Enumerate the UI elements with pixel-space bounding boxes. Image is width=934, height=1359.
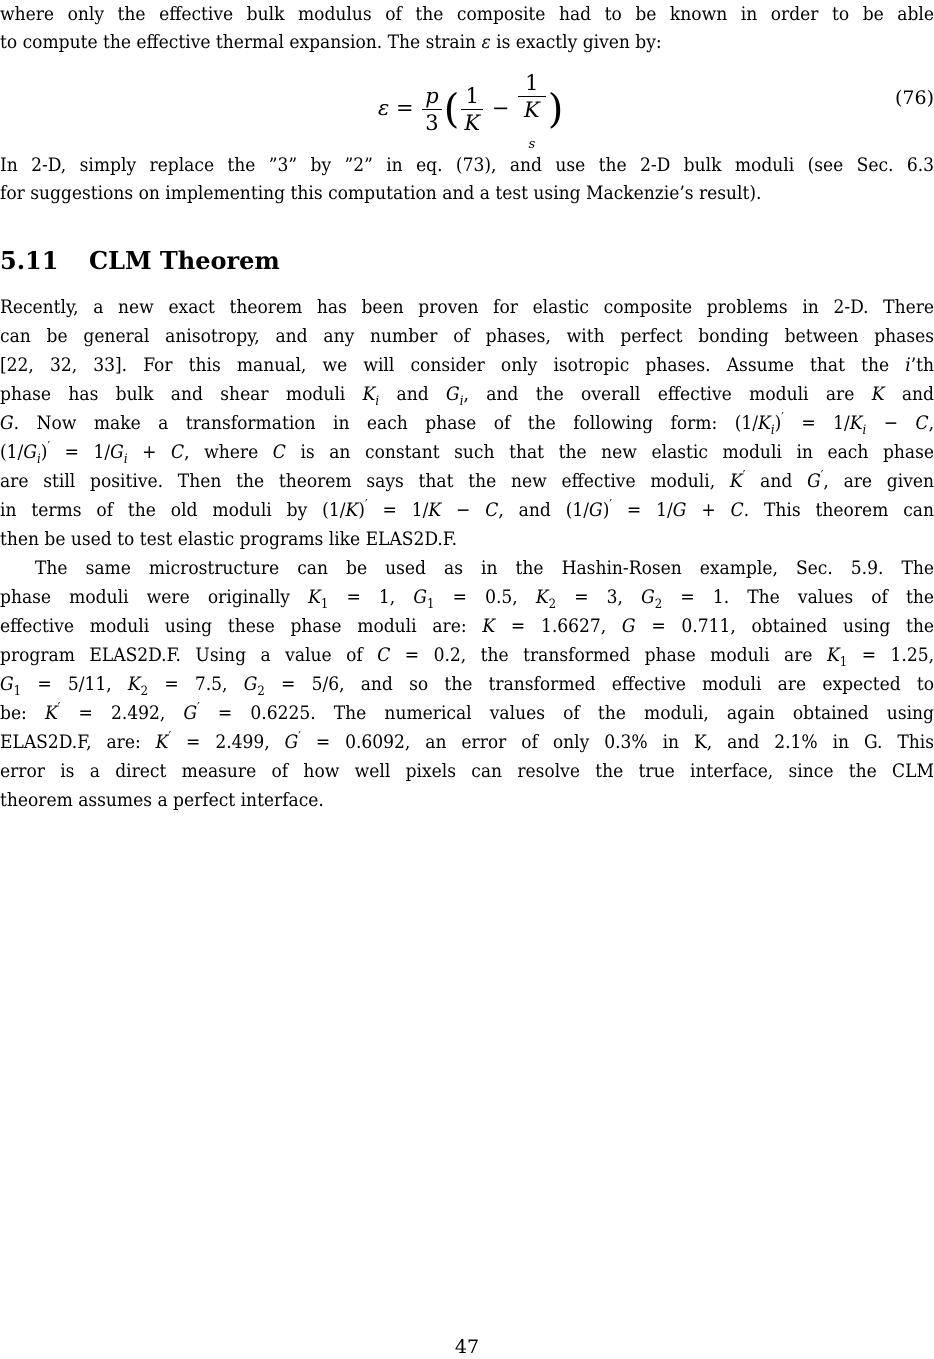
para1-line-7: are still positive. Then the theorem says that the new effective moduli, K′ and G′, are given [0, 468, 934, 492]
intro-line-2: to compute the effective thermal expansion. The strain ε is exactly given by: [0, 31, 662, 53]
para2-line-3: effective moduli using these phase moduli are: K = 1.6627, G = 0.711, obtained using the [0, 615, 934, 637]
section-number: 5.11 [0, 246, 59, 275]
equation-body: ε = $\frac{p}{3}$ ( $\frac{1}{K}$ − 1 K $_s$ ) [378, 71, 564, 153]
equation-number: (76) [894, 87, 934, 109]
para1-line-9: then be used to test elastic programs like ELAS2D.F. [0, 528, 458, 550]
section-title: CLM Theorem [89, 246, 280, 275]
para1-line-6: $(1/G_i)' = 1/G_i + C$, where C is an constant such that the new elastic moduli in each phase [0, 439, 934, 467]
after-eq-line-2: for suggestions on implementing this computation and a test using Mackenzie’s result). [0, 182, 762, 204]
para2-line-7: ELAS2D.F, are: K′ = 2.499, G′ = 0.6092, an error of only 0.3% in K, and 2.1% in G. This [0, 729, 934, 753]
para1-line-2: can be general anisotropy, and any number of phases, with perfect bonding between phases [0, 325, 934, 347]
para2-line-2: phase moduli were originally $K_1 = 1$, $G_1 = 0.5$, $K_2 = 3$, $G_2 = 1$. The values of the [0, 586, 934, 612]
equation-76 [0, 70, 934, 153]
fraction-1-over-Ks: 1 K $_s$ [518, 70, 546, 149]
para1-line-3: [22, 32, 33]. For this manual, we will consider only isotropic phases. Assume that the i’th [0, 354, 934, 376]
after-eq-line-1: In 2-D, simply replace the ”3” by ”2” in eq. (73), and use the 2-D bulk moduli (see Sec. 6.3 [0, 154, 934, 176]
para2-line-8: error is a direct measure of how well pixels can resolve the true interface, since the CLM [0, 760, 934, 782]
page-number: 47 [454, 1336, 480, 1358]
para2-line-9: theorem assumes a perfect interface. [0, 789, 324, 811]
fraction-p-over-3: $\frac{p}{3}$ [422, 83, 441, 136]
para2-line-1: The same microstructure can be used as in the Hashin-Rosen example, Sec. 5.9. The [35, 557, 934, 579]
para1-line-1: Recently, a new exact theorem has been proven for elastic composite problems in 2-D. There [0, 296, 934, 318]
para2-line-6: be: K′ = 2.492, G′ = 0.6225. The numerical values of the moduli, again obtained using [0, 700, 934, 724]
para2-line-5: $G_1 = 5/11$, $K_2 = 7.5$, $G_2 = 5/6$, and so the transformed effective moduli are expected to [0, 673, 934, 699]
intro-line-1: where only the effective bulk modulus of the composite had to be known in order to be able [0, 3, 934, 25]
section-heading [0, 245, 280, 277]
para1-line-4: phase has bulk and shear moduli $K_i$ and $G_i$, and the overall effective moduli are K and [0, 383, 934, 409]
para2-line-4: program ELAS2D.F. Using a value of C = 0.2, the transformed phase moduli are $K_1 = 1.25$, [0, 644, 934, 670]
para1-line-5: G. Now make a transformation in each phase of the following form: $(1/K_i)' = 1/K_i - C$, [0, 410, 934, 438]
fraction-1-over-K: $\frac{1}{K}$ [461, 83, 483, 136]
para1-line-8: in terms of the old moduli by (1/K)′ = 1/K − C, and (1/G)′ = 1/G + C. This theorem can [0, 497, 934, 521]
